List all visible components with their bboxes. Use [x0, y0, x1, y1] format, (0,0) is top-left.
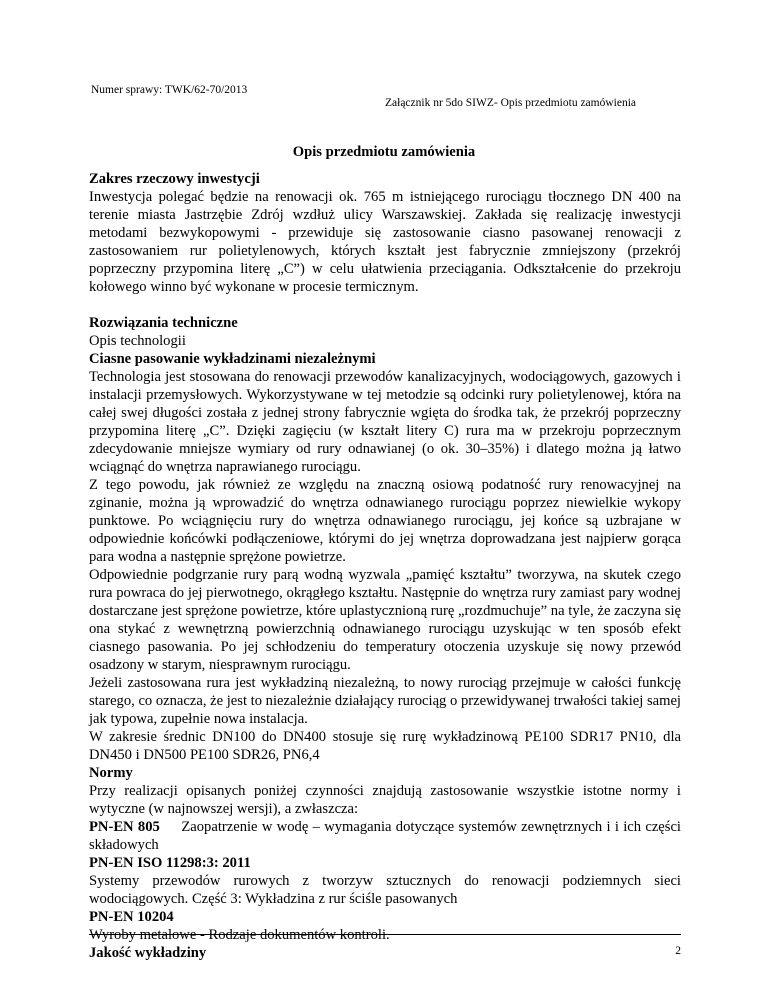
liner-paragraph-1: Technologia jest stosowana do renowacji przewodów kanalizacyjnych, wodociągowych, gazowych i instalacji przemysłowych. Wykorzystywane w tej metodzie są odcinki rury polietylenowej, która na całej swej długości została z jednej strony fabrycznie wgięta do środka tak, że przekrój poprzeczny przypomina literę „C”. Dzięki zagięciu (w kształt litery C) rura ma w przekroju poprzecznym zdecydowanie mniejsze wymiary od rury odnawianej (o ok. 30–35%) i dlatego można ją łatwo wciągnąć do wnętrza naprawianego rurociągu. [89, 369, 681, 475]
liner-paragraph-2: Z tego powodu, jak również ze względu na znaczną osiową podatność rury renowacyjnej na zginanie, można ją wprowadzić do wnętrza odnawianego rurociągu poprzez niewielkie wykopy punktowe. Po wciągnięciu rury do wnętrza odnawianego rurociągu, jej końce są uzbrajane w odpowiednie końcówki podłączeniowe, którymi do jej wnętrza doprowadzana jest najpierw gorąca para wodna a następnie sprężone powietrze. [89, 477, 681, 565]
document-body [89, 170, 681, 962]
norms-intro: Przy realizacji opisanych poniżej czynności znajdują zastosowanie wszystkie istotne normy i wytyczne (w najnowszej wersji), a zwłaszcza: [89, 783, 681, 817]
norm-2-description: Systemy przewodów rurowych z tworzyw sztucznych do renowacji podziemnych sieci wodociągowych. Część 3: Wykładzina z rur ściśle pasowanych [89, 873, 681, 907]
liner-paragraph-4: Jeżeli zastosowana rura jest wykładziną niezależną, to nowy rurociąg przejmuje w całości funkcję starego, co oznacza, że jest to niezależnie działający rurociąg o przewidywanej trwałości takiej samej jak typowa, zupełnie nowa instalacja. [89, 675, 681, 727]
quality-heading: Jakość wykładziny [89, 945, 207, 961]
case-number: Numer sprawy: TWK/62-70/2013 [91, 84, 248, 96]
norm-3-code: PN-EN 10204 [89, 909, 174, 925]
footer-divider [89, 934, 681, 935]
spacer [89, 296, 681, 314]
norm-1 [89, 818, 681, 854]
norms-heading: Normy [89, 765, 133, 781]
liner-heading: Ciasne pasowanie wykładzinami niezależnymi [89, 351, 376, 367]
norm-3-description: Wyroby metalowe - Rodzaje dokumentów kontroli. [89, 927, 390, 943]
document-title: Opis przedmiotu zamówienia [292, 144, 476, 160]
liner-paragraph-3: Odpowiednie podgrzanie rury parą wodną wyzwala „pamięć kształtu” tworzywa, na skutek czego rura powraca do jej pierwotnego, okrągłego kształtu. Następnie do wnętrza rury zamiast pary wodnej dostarczane jest sprężone powietrze, które uplastycznioną rurę „rozdmuchuje” na tyle, że zaczyna się ona stykać z wewnętrzną powierzchnią odnawianego rurociągu uzyskując w ten sposób efekt ciasnego pasowania. Po jej schłodzeniu do temperatury otoczenia uzyskuje się nowy przewód osadzony w starym, niesprawnym rurociągu. [89, 567, 681, 673]
scope-paragraph: Inwestycja polegać będzie na renowacji ok. 765 m istniejącego rurociągu tłocznego DN 400 na terenie miasta Jastrzębie Zdrój wzdłuż ulicy Warszawskiej. Zakłada się realizację inwestycji metodami bezwykopowymi - przewiduje się zastosowanie ciasno pasowanej renowacji z zastosowaniem rur polietylenowych, których kształt jest fabrycznie zmniejszony (przekrój poprzeczny przypomina literę „C”) w celu ułatwienia przeciągania. Odkształcenie do przekroju kołowego winno być wykonane w procesie termicznym. [89, 189, 681, 295]
scope-heading: Zakres rzeczowy inwestycji [89, 171, 260, 187]
norm-1-description: Zaopatrzenie w wodę – wymagania dotyczące systemów zewnętrznych i i ich części składowych [89, 819, 681, 853]
norm-2-code: PN-EN ISO 11298:3: 2011 [89, 855, 251, 871]
page-number: 2 [675, 945, 681, 957]
norm-1-code: PN-EN 805 [89, 819, 160, 835]
attachment-label: Załącznik nr 5do SIWZ- Opis przedmiotu zamówienia [385, 97, 637, 109]
tech-subheading: Opis technologii [89, 333, 186, 349]
tech-heading: Rozwiązania techniczne [89, 315, 238, 331]
liner-paragraph-5: W zakresie średnic DN100 do DN400 stosuje się rurę wykładzinową PE100 SDR17 PN10, dla DN450 i DN500 PE100 SDR26, PN6,4 [89, 729, 681, 763]
